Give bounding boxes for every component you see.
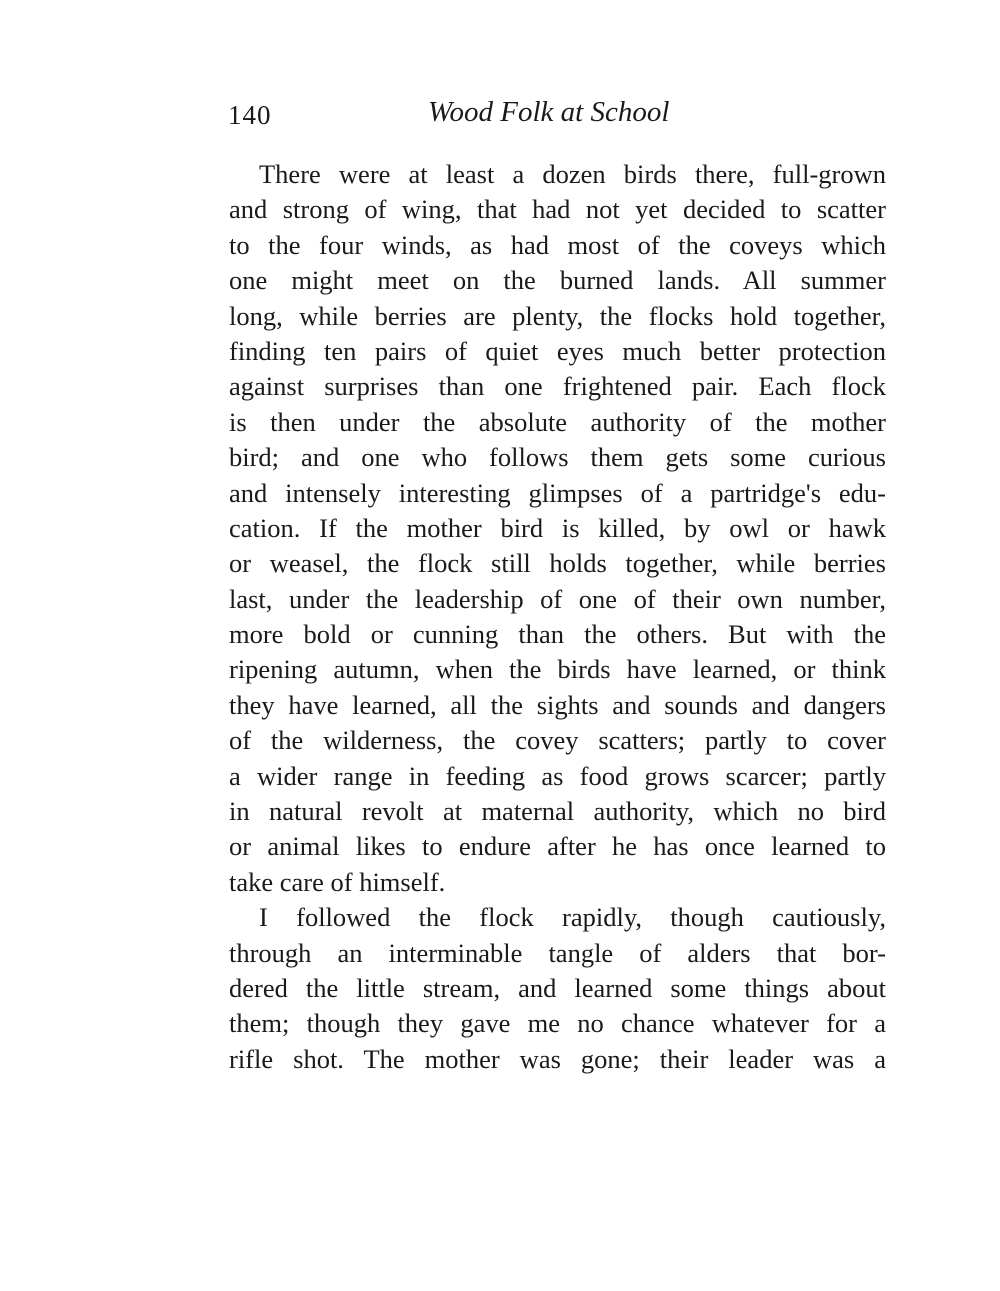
book-title: Wood Folk at School (428, 96, 670, 128)
text-line: I followed the flock rapidly, though cautiously, (259, 902, 886, 933)
text-line: in natural revolt at maternal authority, which no bird (229, 796, 886, 827)
text-line: and strong of wing, that had not yet decided to scatter (229, 194, 886, 225)
text-line: against surprises than one frightened pair. Each flock (229, 371, 886, 402)
text-line: take care of himself. (229, 866, 446, 897)
text-line: or weasel, the flock still holds together, while berries (229, 548, 886, 579)
text-line: more bold or cunning than the others. But with the (229, 619, 886, 650)
text-line: finding ten pairs of quiet eyes much better protection (229, 335, 886, 366)
text-line: they have learned, all the sights and sounds and dangers (229, 689, 886, 720)
running-header (228, 96, 688, 136)
text-line: or animal likes to endure after he has once learned to (229, 831, 886, 862)
paragraph-1 (229, 157, 886, 900)
text-line: them; though they gave me no chance whatever for a (229, 1008, 886, 1039)
body-text (229, 157, 886, 1077)
text-line: of the wilderness, the covey scatters; partly to cover (229, 725, 886, 756)
text-line: There were at least a dozen birds there, full-grown (259, 159, 886, 189)
page-number: 140 (228, 100, 272, 130)
text-line: long, while berries are plenty, the flocks hold together, (229, 300, 886, 331)
text-line: a wider range in feeding as food grows scarcer; partly (229, 760, 886, 791)
text-line: through an interminable tangle of alders that bor- (229, 937, 886, 968)
text-line: to the four winds, as had most of the coveys which (229, 229, 886, 260)
paragraph-2 (229, 900, 886, 1077)
text-line: bird; and one who follows them gets some curious (229, 442, 886, 473)
text-line: dered the little stream, and learned some things about (229, 972, 886, 1003)
text-line: is then under the absolute authority of the mother (229, 406, 886, 437)
text-line: one might meet on the burned lands. All summer (229, 265, 886, 296)
text-line: rifle shot. The mother was gone; their leader was a (229, 1043, 886, 1074)
text-line: ripening autumn, when the birds have learned, or think (229, 654, 886, 685)
text-line: last, under the leadership of one of their own number, (229, 583, 886, 614)
text-line: and intensely interesting glimpses of a partridge's edu- (229, 477, 886, 508)
text-line: cation. If the mother bird is killed, by owl or hawk (229, 512, 886, 543)
